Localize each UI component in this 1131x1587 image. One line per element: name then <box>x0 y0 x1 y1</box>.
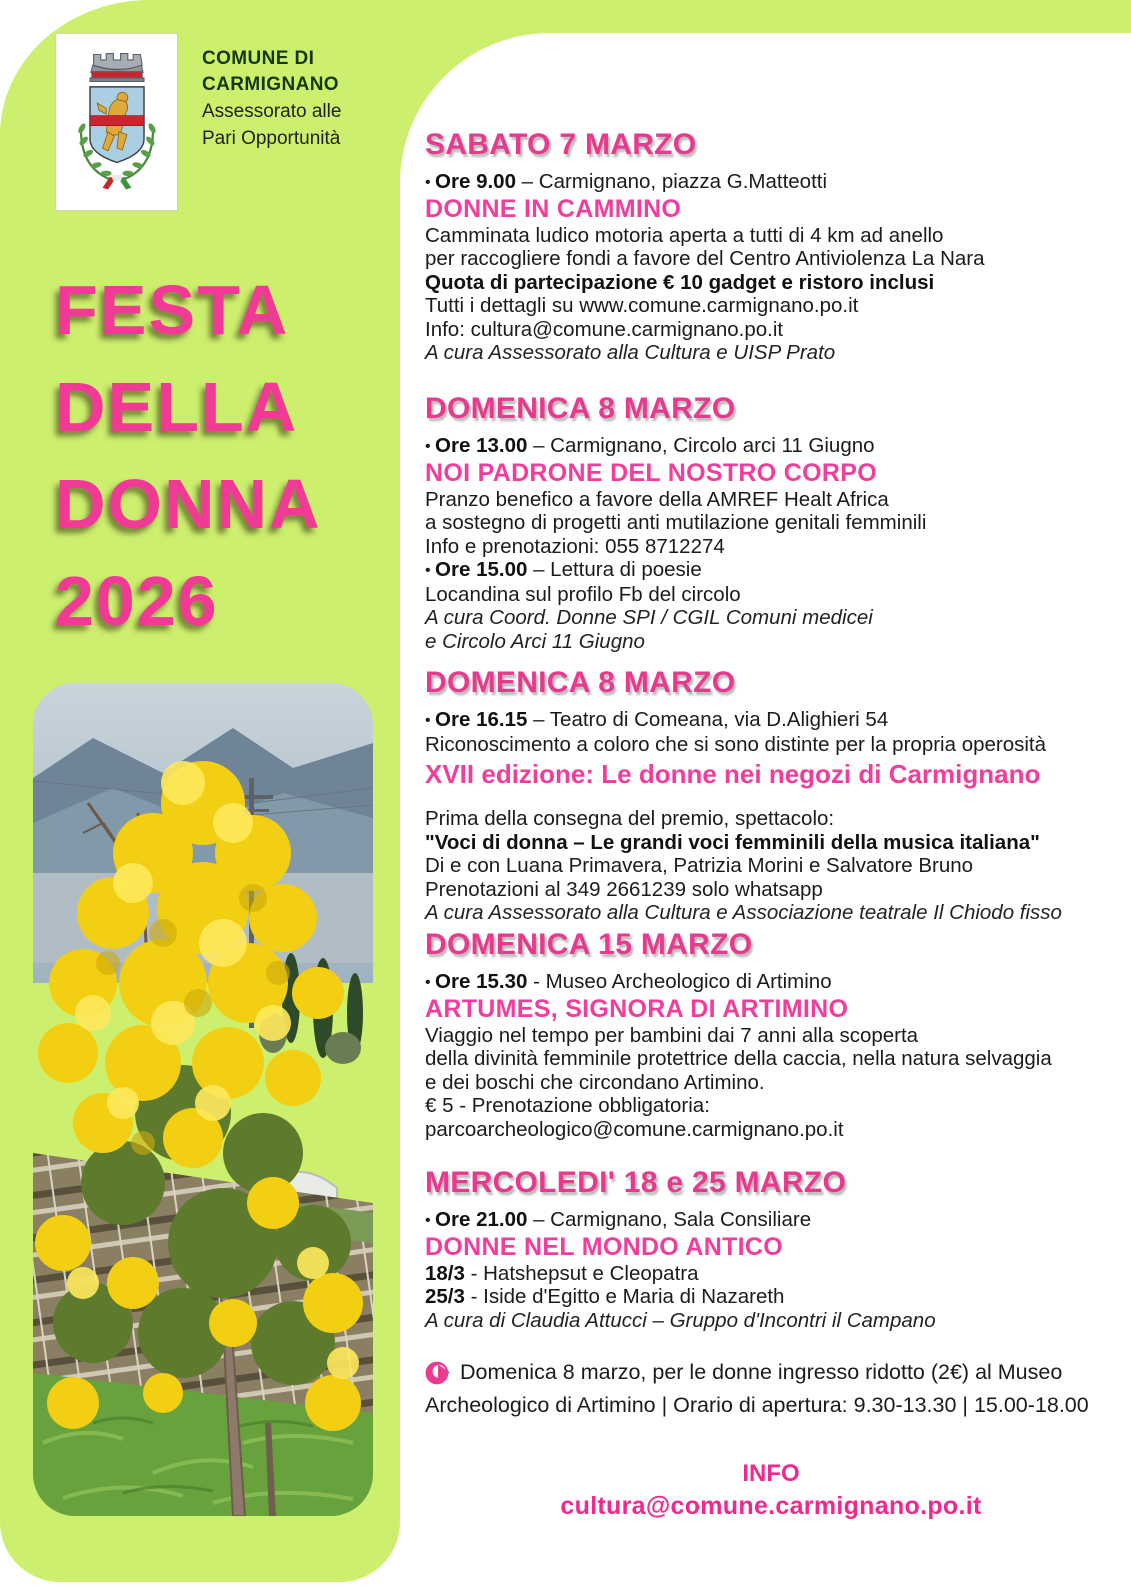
info-label: INFO <box>742 1460 800 1487</box>
event-line: • Ore 15.30 - Museo Archeologico di Artimino <box>425 970 832 993</box>
info-block <box>425 1458 1117 1522</box>
event-line: Info: cultura@comune.carmignano.po.it <box>425 317 784 341</box>
event-line: Prenotazioni al 349 2661239 solo whatsapp <box>425 877 823 901</box>
footer-note <box>425 1356 1125 1422</box>
bullet-icon: • <box>425 712 436 729</box>
header <box>202 46 432 152</box>
bullet-icon: • <box>425 174 436 191</box>
event-title: DONNE NEL MONDO ANTICO <box>425 1232 783 1261</box>
info-email: cultura@comune.carmignano.po.it <box>560 1492 982 1520</box>
department-line1: Assessorato alle <box>202 101 342 122</box>
bullet-icon: • <box>425 438 436 455</box>
poster-title <box>55 262 395 650</box>
event-title: ARTUMES, SIGNORA DI ARTIMINO <box>425 994 849 1023</box>
event-day-heading: MERCOLEDI' 18 e 25 MARZO <box>425 1166 847 1199</box>
event-line: Prima della consegna del premio, spettacolo: <box>425 807 835 830</box>
event-section <box>425 128 1117 365</box>
event-title: NOI PADRONE DEL NOSTRO CORPO <box>425 458 877 487</box>
bullet-icon: • <box>425 562 436 579</box>
title-line-4: 2026 <box>55 562 219 640</box>
event-section <box>425 392 1117 653</box>
event-line: e dei boschi che circondano Artimino. <box>425 1070 765 1094</box>
mimosa-photo <box>33 683 373 1516</box>
spacer <box>425 791 1117 807</box>
title-line-2: DELLA <box>55 368 299 446</box>
event-day-heading: SABATO 7 MARZO <box>425 128 697 161</box>
event-line: Locandina sul profilo Fb del circolo <box>425 582 741 606</box>
event-line: • Ore 13.00 – Carmignano, Circolo arci 11 Giugno <box>425 434 875 457</box>
event-line: e Circolo Arci 11 Giugno <box>425 629 645 653</box>
event-day-heading: DOMENICA 15 MARZO <box>425 928 753 961</box>
bullet-icon: • <box>425 1212 436 1229</box>
note-line-1: Domenica 8 marzo, per le donne ingresso ridotto (2€) al Museo <box>460 1360 1063 1384</box>
event-line: della divinità femminile protettrice della caccia, nella natura selvaggia <box>425 1047 1052 1070</box>
event-line: € 5 - Prenotazione obbligatoria: <box>425 1094 710 1117</box>
event-line: a sostegno di progetti anti mutilazione genitali femminili <box>425 511 927 534</box>
note-line-2: Archeologico di Artimino | Orario di apertura: 9.30-13.30 | 15.00-18.00 <box>425 1393 1089 1417</box>
event-line: Di e con Luana Primavera, Patrizia Morini e Salvatore Bruno <box>425 854 974 877</box>
event-line: Quota di partecipazione € 10 gadget e ristoro inclusi <box>425 270 935 294</box>
event-line: Camminata ludico motoria aperta a tutti di 4 km ad anello <box>425 223 944 247</box>
title-line-3: DONNA <box>55 465 322 543</box>
event-highlight: XVII edizione: Le donne nei negozi di Carmignano <box>425 759 1041 789</box>
event-line: • Ore 9.00 – Carmignano, piazza G.Matteotti <box>425 170 828 193</box>
circular-arrow-icon <box>425 1360 451 1386</box>
event-line: Tutti i dettagli su www.comune.carmignano.po.it <box>425 294 859 317</box>
event-line: A cura Assessorato alla Cultura e UISP Prato <box>425 341 836 364</box>
event-line: "Voci di donna – Le grandi voci femminili della musica italiana" <box>425 830 1040 854</box>
department-line2: Pari Opportunità <box>202 128 341 149</box>
event-section <box>425 666 1117 925</box>
event-section <box>425 1166 1117 1332</box>
event-title: DONNE IN CAMMINO <box>425 194 682 223</box>
event-day-heading: DOMENICA 8 MARZO <box>425 666 736 699</box>
event-line: • Ore 15.00 – Lettura di poesie <box>425 558 702 581</box>
event-line: parcoarcheologico@comune.carmignano.po.it <box>425 1117 844 1141</box>
title-line-1: FESTA <box>55 271 290 349</box>
event-line: 18/3 - Hatshepsut e Cleopatra <box>425 1261 699 1285</box>
event-line: A cura di Claudia Attucci – Gruppo d'Incontri il Campano <box>425 1308 936 1332</box>
event-line: • Ore 21.00 – Carmignano, Sala Consiliare <box>425 1208 812 1231</box>
event-line: A cura Assessorato alla Cultura e Associazione teatrale Il Chiodo fisso <box>425 901 1062 924</box>
coat-of-arms-icon <box>63 42 171 202</box>
bullet-icon: • <box>425 974 436 991</box>
event-line: Info e prenotazioni: 055 8712274 <box>425 534 725 558</box>
event-line: Riconoscimento a coloro che si sono distinte per la propria operosità <box>425 732 1047 756</box>
municipality-name: COMUNE DI CARMIGNANO <box>202 48 339 95</box>
municipality-logo <box>55 33 178 211</box>
event-line: Pranzo benefico a favore della AMREF Healt Africa <box>425 487 889 511</box>
event-day-heading: DOMENICA 8 MARZO <box>425 392 736 425</box>
event-line: per raccogliere fondi a favore del Centro Antiviolenza La Nara <box>425 247 985 270</box>
event-section <box>425 928 1117 1141</box>
event-line: 25/3 - Iside d'Egitto e Maria di Nazareth <box>425 1285 785 1308</box>
event-line: • Ore 16.15 – Teatro di Comeana, via D.Alighieri 54 <box>425 708 889 731</box>
event-line: A cura Coord. Donne SPI / CGIL Comuni medicei <box>425 606 873 629</box>
event-line: Viaggio nel tempo per bambini dai 7 anni alla scoperta <box>425 1023 919 1047</box>
